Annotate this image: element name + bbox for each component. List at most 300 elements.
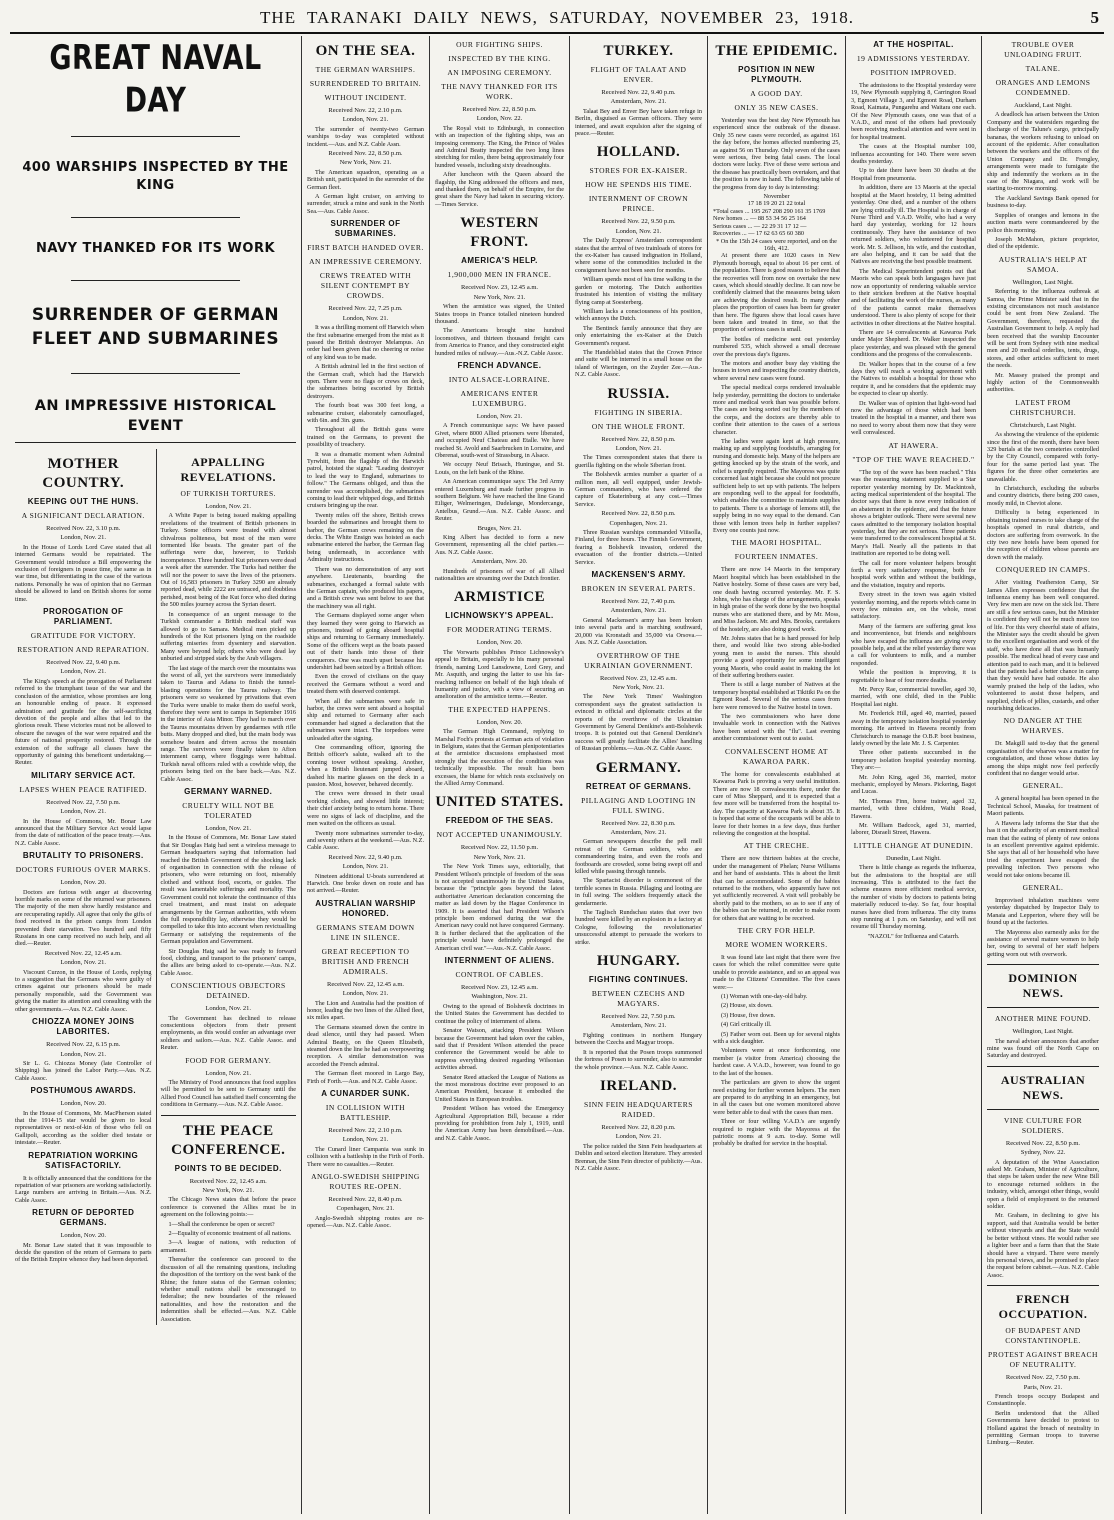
section-armistice: ARMISTICE	[453, 589, 546, 606]
article-text: The Bentinck family announce that they are only entertaining the ex-Kaiser at the Dutch Government's request.	[575, 324, 702, 347]
divider	[161, 1115, 297, 1116]
article-text: The home for convalescents established at Kawaroa Park is proving a very useful institution. There are now 18 convalescents there, under the care of Miss Sheppard, and it is expected that a few more will be transferred from the hospital to-day. The capacity at Kawaroa Park is about 35. It is hoped that some of the occupants will be able to leave for their homes in a few days, thus further relieving the congestion at the hospital.	[713, 770, 840, 837]
article-text: The motors and another busy day visiting the houses in town and inspecting the country districts, where several new cases were found.	[713, 360, 840, 382]
column-4	[570, 36, 708, 1514]
subhead: 1,900,000 MEN IN FRANCE.	[447, 270, 552, 280]
dateline: London, Nov. 21.	[205, 825, 252, 833]
article-text: The German fleet moored in Largo Bay, Firth of Forth.—Aus. and N.Z. Cable Assoc.	[307, 1070, 424, 1085]
dateline: Received Nov. 22, 9.40 p.m.	[46, 659, 121, 667]
subhead: WITHOUT INCIDENT.	[324, 93, 407, 102]
article-text: Joseph McMahon, picture proprietor, died of the epidemic.	[987, 235, 1099, 251]
dateline: Received Nov. 22, 8.30 p.m.	[601, 819, 676, 827]
subhead: INTERNMENT OF CROWN PRINCE.	[588, 194, 689, 214]
article-text: The Ministry of Food announces that food supplies will be permitted to be sent to Germany until the Allied Food Council has satisfied itself concerning the conditions in Germany.—Aus. N.Z. Cable Assoc.	[160, 1079, 296, 1109]
divider	[71, 280, 240, 281]
article-text: In consequence of an urgent message to the Turkish commander a British medical staff was allowed to go to Samara. Medical men picked up hundreds of the Kut prisoners lying on the roadside suffering miseries from dysentery and starvation. Many were beyond help; others who were dead lay unburied and stripped stark by the Arab villagers.	[160, 610, 296, 663]
dateline: Received Nov. 22, 8.50 p.m.	[462, 106, 537, 113]
dateline: Received Nov. 22, 7.50 p.m.	[46, 798, 121, 806]
subhead: BRUTALITY TO PRISONERS.	[22, 851, 144, 861]
dateline: London, Nov. 21.	[60, 1050, 107, 1058]
subhead: AMERICA'S HELP.	[461, 256, 538, 266]
column-1a	[15, 449, 156, 1325]
article-text: The bottles of medicine sent out yesterday numbered 535, which showed a small decrease over the previous day's figures.	[713, 335, 840, 358]
headline-navy-thanked: NAVY THANKED FOR ITS WORK	[35, 241, 276, 256]
section-hungary: HUNGARY.	[596, 953, 681, 970]
article-text: When all the submarines were safe in harbor, the crews were sent aboard a hospital ship and returned to Germany after each commander had signed a declaration that the submarines were intact. The torpedoes were unloaded after the signing.	[307, 697, 424, 742]
article-text: There was no demonstration of any sort anywhere. Lieutenants, boarding the submarines, exchanged a formal salute with the German captain, who produced his papers, and a British crew was sent below to see that the machinery was all right.	[307, 565, 424, 610]
article-text: The Mayoress also earnestly asks for the assistance of several mature women to help her, owing to several of her staff helpers getting worn out with overwork.	[987, 928, 1099, 958]
page-number: 5	[1090, 8, 1100, 27]
article-text: The Americans brought nine hundred locomotives, and thirteen thousand freight cars from America to France, and they constructed eight hundred miles of railway.—Aus.-N.Z. Cable Assoc.	[435, 327, 564, 357]
subhead: POSITION IN NEW PLYMOUTH.	[738, 65, 815, 84]
article-text: Mr. Graham, in declining to give his support, said that Australia would be better without vineyards and that the State would be better without vines. He would rather see a lighter beer and a farm than that the State should have a vinyard. There were merely his personal views, and he promised to place the request before cabinet.—Aus. N.Z. Cable Assoc.	[987, 1212, 1099, 1279]
subhead: VINE CULTURE FOR SOLDIERS.	[1003, 1115, 1083, 1135]
article-text: Dr. Walker hopes that in the course of a few days they will reach a working agreement with the Natives to establish a hospital for those who require it, and he considers that the epidemic may be expected to clear up shortly.	[851, 360, 976, 398]
subhead: FREEDOM OF THE SEAS.	[445, 816, 554, 826]
article-text: Yesterday was the best day New Plymouth has experienced since the outbreak of the disease. Only 35 new cases were recorded, as against 161 the day before, the homes affected numbering 25, as against 56 on Thursday. Only seven of the cases were serious, five being fatal cases. The local doctors were lucky. Five of these were serious and the disease has practically been overtaken, and that the position is now in hand. The following table of the progress from day to day is interesting:	[713, 117, 840, 191]
dateline: Received Nov. 22, 2.10 p.m.	[328, 1127, 403, 1135]
subhead: "TOP OF THE WAVE REACHED."	[852, 454, 975, 464]
section-western-front: WESTERN FRONT.	[460, 215, 539, 251]
dateline: New York, Nov. 21.	[339, 159, 392, 167]
dateline: London, Nov. 21.	[60, 959, 107, 967]
subhead: SINN FEIN HEADQUARTERS RAIDED.	[584, 1099, 693, 1119]
dateline: London, Nov. 21.	[342, 314, 389, 322]
dateline: New York, Nov. 21.	[612, 683, 665, 691]
subhead: POSTHUMOUS AWARDS.	[30, 1086, 137, 1096]
dateline: Received Nov. 22, 9.50 p.m.	[601, 218, 676, 226]
subhead: LATEST FROM CHRISTCHURCH.	[1009, 397, 1077, 417]
article-text: At present there are 1020 cases in New Plymouth borough, equal to about 16 per cent. of the population. There is good reason to believe that the recoveries will from now on overtake the new cases, which should steadily decline. It can now be confidently claimed that the measures being taken are achieving the desired result. In many other places the proportion of cases has been far greater than here. The figures show that local cases have been taken and treated in time, so that the proportion of serious cases is small.	[713, 252, 840, 334]
article-text: The admissions to the Hospital yesterday were 19, New Plymouth supplying 8, Carrington Road 3, Egmont Village 3, and Egmont Road, Durham Road, Kaimata, Pungarehu and Waitara one each. Of the New Plymouth cases, one was that of a V.A.D., and most of the others had previously been receiving medical attention and were sent in for hospital treatment.	[851, 82, 976, 141]
article-text: 3—A league of nations, with reduction of armament.	[160, 1239, 296, 1254]
article-text: Many of the farmers are suffering great loss and inconvenience, but friends and neighbours who have escaped the influenza are giving every possible help, and at the relief yesterday there was a call for volunteers to milk, and a number responded.	[851, 622, 976, 667]
subhead: OF BUDAPEST AND CONSTANTINOPLE.	[1005, 1326, 1081, 1346]
subhead: AN IMPRESSIVE CEREMONY.	[309, 257, 422, 267]
article-text: Every street in the town was again visited yesterday morning, and the reports which came in every few minutes are, on the whole, most satisfactory.	[851, 591, 976, 621]
subhead: FOOD FOR GERMANY.	[185, 1055, 272, 1065]
article-text: In the House of Lords Lord Cave stated that all interned Germans would be repatriated. The Government would introduce a Bill empowering the exclusion of foreigners in peace time, the same as in war time, but differentiating in the case of the various nations. Personally he was of opinion that no German should be allowed to land on British shores for some time.	[15, 543, 152, 603]
article-text: Talaat Bey and Enver Bey have taken refuge in Berlin, disguised as German officers. They were interned, and await expulsion after the signing of peace.—Reuter.	[575, 107, 702, 138]
article-text: The Bolshevik armies number a quarter of a million men, all well equipped, under Jewish-German commanders, who have ordered the capture of Ekaterinburg at any cost.—Times Service.	[575, 471, 702, 508]
section-french-occupation: FRENCH OCCUPATION.	[998, 1292, 1088, 1322]
masthead-title: THE TARANAKI DAILY NEWS, SATURDAY, NOVEMBER 23, 1918.	[260, 8, 854, 27]
table-row: 17 18 19 20 21 22 total	[747, 200, 806, 208]
subhead: TALANE.	[1025, 64, 1061, 73]
subhead: LICHNOWSKY'S APPEAL.	[445, 611, 554, 621]
dateline: Received Nov. 22, 11.50 p.m.	[460, 844, 539, 852]
subhead: FOURTEEN INMATES.	[734, 552, 819, 562]
subhead: HOW HE SPENDS HIS TIME.	[585, 180, 692, 190]
article-text: Improvised inhalation machines were yesterday dispatched by Inspector Daly to Manaia and Lepperton, where they will be found up at the factories.	[987, 896, 1099, 927]
article-text: The Auckland Savings Bank opened for business to-day.	[987, 194, 1099, 210]
dateline: London, Nov. 21.	[342, 990, 389, 998]
subhead: RESTORATION AND REPARATION.	[17, 645, 150, 655]
article-text: While the position is improving, it is regrettable to hear of four more deaths.	[851, 669, 976, 684]
article-text: The Chicago News states that before the peace conference is convened the Allies must be in agreement on the following points:—	[160, 1196, 296, 1219]
table-row: Serious cases ... — 22 29 31 17 12 —	[713, 222, 807, 230]
subhead: FIGHTING CONTINUES.	[588, 975, 689, 985]
article-text: Three Russian warships commanded Viiisolla, Finland, for three hours. The Finnish Government, fearing a Bolshevik invasion, ordered the evacuation of the frontier districts.—United Service.	[575, 529, 702, 566]
article-text: In the House of Commons, Mr. Bonar Law stated that Sir Douglas Haig had sent a wireless message to German headquarters saying that information had reached the British Government of the shocking lack of organisation in connection with the release of prisoners, who were returning on foot, miserably clothed and without food, escorts, or guides. The result was lamentable sufferings and mortality. The Government could not tolerate the continuance of this cruel treatment, and must insist on adequate arrangements by the German authorities, with whom the full responsibility lay, otherwise they would be compelled to take this into account when revictualling Germany or satisfying the requirements of the German population and Government.	[160, 834, 296, 946]
article-text: After luncheon with the Queen aboard the flagship, the King addressed the officers and men, and thanked them, on behalf of the Empire, for the great share the Navy had taken in securing victory.—Times Service.	[435, 171, 564, 208]
article-text: A deputation of the Wine Association asked Mr. Graham, Minister of Agriculture, that steps be taken under the new Wine Bill to encourage returned soldiers in the industry, which, amongst other things, would open a field of employment to the returned soldier.	[987, 1158, 1099, 1211]
article-text: William spends most of his time walking in the garden or motoring. The Dutch authorities frustrated his intention of visiting the military flying camp at Soesterberg.	[575, 276, 702, 306]
column-1	[10, 36, 302, 1514]
article-text: The cases at the Hospital number 100, influenza accounting for 140. There were seven deaths yesterday.	[851, 143, 976, 166]
subhead: AMERICANS ENTER LUXEMBURG.	[460, 388, 539, 408]
section-turkey: TURKEY.	[603, 43, 674, 59]
article-text: In Christchurch, excluding the suburbs and country districts, there being 200 cases, mostly mild, in Cheviot alone.	[987, 485, 1099, 507]
article-text: It was a dramatic moment when Admiral Tyrwhitt, from the flagship of the Harwich patrol, hoisted the signal: "Leading destroyer to lead the way to England, submarines to follow." The Germans obliged, and thus the surrender was accomplished, the submarines coming to lead their whipped dogs, and British cruisers bringing up the rear.	[307, 450, 424, 510]
article-text: The Medical Superintendent points out that Maoris who can speak both languages have just now an opportunity of rendering valuable service to their stricken brethren at the Native hospital and of facilitating the work of the nurses, as many of the patients cannot make themselves understood. There is also plenty of scope for their activities in other directions at the Native hospital.	[851, 267, 976, 327]
subhead: POSITION IMPROVED.	[870, 68, 957, 77]
subhead: THE EXPECTED HAPPENS.	[448, 704, 551, 714]
article-text: The two commissioners who have done invaluable work in connection with the Natives have been seized with the "flu". Last evening another commissioner went out to assist.	[713, 713, 840, 743]
article-text: Volunteers were at once forthcoming, one member (a visitor from America) choosing the hardest case. A V.A.D., however, was found to go to the last of the houses.	[713, 1047, 840, 1077]
dateline: London, Nov. 21.	[205, 503, 252, 510]
column-7	[982, 36, 1104, 1514]
dateline: London, Nov. 21.	[205, 1005, 252, 1013]
subhead: PROTEST AGAINST BREACH OF NEUTRALITY.	[988, 1350, 1098, 1370]
article-text: The Germans displayed some anger when they learned they were going to Harwich as prisoners, instead of going aboard hospital ships and returning to Germany immediately. Some of the officers wept as the boats passed out of their hands into those of their conquerors. One was much upset because his undershirt had been seized by a British officer.	[307, 612, 424, 671]
article-text: (2) House, six down.	[721, 1002, 773, 1010]
dateline: New York, Nov. 21.	[473, 293, 526, 301]
dateline: Amsterdam, Nov. 21.	[610, 1022, 667, 1030]
dateline: Received Nov. 22, 8.20 p.m.	[601, 1123, 676, 1131]
dateline: Received Nov. 23, 12.45 a.m.	[460, 284, 539, 292]
article-text: The fourth boat was 300 feet long, a submarine cruiser, elaborately camouflaged, with 6in. and 3in. guns.	[307, 402, 424, 424]
dateline: London, Nov. 20.	[476, 718, 523, 726]
article-text: Referring to the influenza outbreak at Samoa, the Prime Minister said that in the existing circumstances not much assistance could be sent from New Zealand. The Government, therefore, requested the Australian Government to help. A reply had been received that the warship Encounter will be sent from Sydney with nine medical men and 20 medical orderlies, tents, drugs, stores, and other articles sufficient to meet the needs.	[987, 288, 1099, 370]
article-text: A French communique says: We have passed Givet, where 8000 Allied prisoners were liberated, and occupied Neuf Chateau and Etalle. We have reached St. Avold and Saarbrucken in Lorraine, and Oberenai, south-west of Strassburg, in Alsace.	[435, 422, 564, 459]
headline-surrender: SURRENDER OF GERMAN FLEET AND SUBMARINES	[31, 305, 280, 349]
subhead: SURRENDERED TO BRITAIN.	[309, 79, 422, 88]
section-appalling: APPALLING REVELATIONS.	[180, 455, 276, 484]
subhead: THE NAVY THANKED FOR ITS WORK.	[441, 82, 558, 101]
dateline: Washington, Nov. 21.	[471, 993, 528, 1001]
subhead: AT HAWERA.	[888, 440, 939, 450]
article-text: Nineteen additional U-boats surrendered at Harwich. One broke down on route and has not arrived.—Reuter.	[307, 872, 424, 895]
section-at-hospital: AT THE HOSPITAL.	[873, 40, 954, 49]
column-6	[846, 36, 982, 1514]
dateline: Received Nov. 22, 8.40 p.m.	[328, 1196, 403, 1204]
dateline: Received Nov. 22, 12.45 a.m.	[189, 1177, 267, 1185]
dateline: London, Nov. 21.	[476, 412, 523, 420]
headline-warships: 400 WARSHIPS INSPECTED BY THE KING	[22, 160, 289, 193]
article-text: Thereafter the conference can proceed to the discussion of all the remaining questions, including the disposition of the territory on the west bank of the Rhine; the future status of the German colonies; whether small nations shall be encouraged to federalise; the new boundaries of the released nationalities, and how the restoration and the indemnities shall be effected.—Aus. N.Z. Cable Association.	[160, 1256, 296, 1323]
article-text: Mr. William Badcock, aged 31, married, laborer, Disraeli Street, Hawera.	[851, 821, 976, 837]
article-text: There are 14 convalescents at Kawaroa Park under Major Shepherd. Dr. Walker inspected the place yesterday, and was pleased with the general conditions and the progress of the convalescents.	[851, 329, 976, 359]
dateline: London, Nov. 21.	[615, 227, 662, 235]
article-text: Twenty miles off the shore, British crews boarded the submarines and brought them to harbor, the German crews remaining on the decks. The White Ensign was hoisted as each submarine entered the harbor, the German flag being underneath, in accordance with Admiralty instructions.	[307, 511, 424, 564]
section-mother-country: MOTHER COUNTRY.	[42, 456, 125, 491]
divider	[987, 1066, 1099, 1067]
subhead: GENERAL.	[1022, 781, 1064, 791]
subhead: A SIGNIFICANT DECLARATION.	[21, 511, 145, 520]
dateline: Received Nov. 22, 6.15 p.m.	[46, 1041, 121, 1049]
article-text: Anglo-Swedish shipping routes are re-opened.—Aus. N.Z. Cable Assoc.	[307, 1214, 424, 1230]
article-text: The ladies were again kept at high pressure, making up and supplying foodstuffs, arranging for nursing and domestic help. Many of the helpers are getting knocked up by the strain of the work, and relief is urgently required. The Mayoress was quite concerned last night because she could not procure sufficient help to set up with patients. The helpers are responding well to the appeal for foodstuffs, which enables the committee to maintain supplies to patients. There is a shortage of lemons still, the supply being in no way equal to the demand. Can those with lemon trees help in further supplies? Every one counts just now.	[713, 438, 840, 534]
article-text: The police raided the Sinn Fein headquarters at Dublin and seized election literature. They arrested Brennan, the Sinn Fein director of publicity.—Aus. N.Z. Cable Assoc.	[575, 1142, 702, 1172]
article-text: Mr. John King, aged 36, married, motor mechanic, employed by Messrs. Pickering, Bagot and Lucas.	[851, 773, 976, 796]
subhead: THE MAORI HOSPITAL.	[731, 538, 822, 548]
dateline: Received Nov. 22, 12.45 a.m.	[326, 980, 405, 988]
subhead: A GOOD DAY.	[750, 89, 803, 98]
article-text: In the House of Commons, Mr. Bonar Law announced that the Military Service Act would lapse from the date of ratification of the peace treaty.—Aus. N.Z. Cable Assoc.	[15, 817, 152, 847]
dateline: Sydney, Nov. 22.	[1020, 1149, 1066, 1157]
article-text: The crews were dressed in their usual working clothes, and showed little interest; their chief anxiety being to return home. There were no signs of lack of discipline, and the men waited on the officers as usual.	[307, 790, 424, 828]
subhead: MACKENSEN'S ARMY.	[591, 570, 686, 580]
divider	[71, 373, 240, 374]
subhead: BROKEN IN SEVERAL PARTS.	[581, 584, 696, 594]
article-text: (5) Father worn out. Been up for several nights with a sick daughter.	[713, 1030, 840, 1046]
masthead	[10, 6, 1104, 34]
subhead: OVERTHROW OF THE UKRAINIAN GOVERNMENT.	[584, 650, 693, 670]
article-text: General Mackensen's army has been broken into several parts and is marching southward, 20,000 via Kronstadt and 35,000 via Orsova.—Aus. N.Z. Cable Association.	[575, 616, 702, 647]
subhead: STORES FOR EX-KAISER.	[589, 166, 688, 176]
subhead: INSPECTED BY THE KING.	[448, 54, 551, 63]
subhead: MILITARY SERVICE ACT.	[31, 770, 136, 780]
divider	[15, 442, 296, 443]
article-text: A deadlock has arisen between the Union Company and the watersiders regarding the discharge of the Talune's cargo, principally bananas, the workers refusing to unload on account of the epidemic. After consultation between the workers and the officers of the Union Company and Dr. Frengley, arrangements were made to fumigate the ship and indemnify the workers as in the case of the Niagara, and work will be starting to-morrow morning.	[987, 111, 1099, 193]
article-text: In the House of Commons, Mr. MacPherson stated that the 1914-15 star would be given to local representatives or next-of-kin of those who fell on Gallipoli, according as the soldier died testate or intestate.—Reuter.	[15, 1109, 152, 1147]
subhead: CONVALESCENT HOME AT KAWAROA PARK.	[724, 746, 829, 766]
dateline: Copenhagen, Nov. 21.	[609, 519, 668, 527]
article-text: Senator Watson, attacking President Wilson because the Government had taken over the cables, said that if President Wilson attended the peace conference the Government would be able to suppress everything desired regarding Wilsonian activities abroad.	[435, 1027, 564, 1072]
section-epidemic: THE EPIDEMIC.	[715, 43, 838, 59]
dateline: Amsterdam, Nov. 21.	[610, 607, 667, 615]
dateline: London, Nov. 20.	[60, 1100, 107, 1108]
dateline: London, Nov. 21.	[60, 808, 107, 816]
advert-nazol: "NAZOL" for Influenza and Catarrh.	[867, 932, 960, 940]
subhead: POINTS TO BE DECIDED.	[174, 1163, 282, 1173]
article-text: The special medical corps rendered invaluable help yesterday, permitting the doctors to undertake more and medical work than was possible before. The cases are being sorted out by the members of the corps, and the doctors are thereby able to confine their attention to the cases of a serious character.	[713, 384, 840, 436]
article-text: Throughout all the British guns were trained on the Germans, to prevent the possibility of treachery.	[307, 426, 424, 449]
article-text: Berlin understood that the Allied Governments have decided to protest to Holland against the breach of neutrality in permitting German troops to traverse Limburg.—Reuter.	[987, 1409, 1099, 1447]
article-text: Owing to the spread of Bolshevik doctrines in the United States the Government has decided to continue the policy of internment of aliens.	[435, 1002, 564, 1025]
article-text: The last stage of the march over the mountains was the worst of all, yet the survivors were immediately taken to Taurus and Adana to finish the tunnel-blasting operations for the Taurus railway. The prisoners were so weakened by privations that even the Turks were unable to make them do useful work, therefore they were sent to camps in September 1916 in the interior of Asia Minor. They had to march over the Taurus mountains driven by gendarmes with rifle butts. Many dropped and died, but the main body was somehow beaten and driven across the mountain range. The survivors were finally taken to Afion internment camp, where floggings were habitual. Turkish naval officers ruled with a cowhide whip, the prisoners being tied on the bare back.—Aus. N.Z. Cable Assoc.	[160, 664, 296, 783]
subhead: NO DANGER AT THE WHARVES.	[1003, 716, 1083, 736]
dateline: Received Nov. 22, 7.40 p.m.	[601, 598, 676, 606]
section-holland: HOLLAND.	[596, 144, 681, 161]
article-text: The King's speech at the prorogation of Parliament referred to the triumphant issue of the war and the conclusion of the armistice, whose promises are long an honourable ending of peace. It expressed admiration and gratitude for the self-sacrificing devotion of the people and allies that led to the glorious result. These victories must not be allowed to obscure the ravages of the war were repaired and the future of national prosperity restored. Through the extension of the suffrage all classes have the opportunity of gaining this beneficent undertaking.—Reuter.	[15, 677, 152, 767]
dateline: Dunedin, Last Night.	[886, 854, 941, 862]
article-text: There is still a large number of Natives at the temporary hospital established at Tikitiki Pa on the Egmont Road. Several of the serious cases from here were removed to the Native hostel in town.	[713, 681, 840, 711]
subhead: CRUELTY WILL NOT BE TOLERATED	[182, 801, 275, 821]
column-2	[302, 36, 430, 1514]
dateline: London, Nov. 21.	[342, 116, 389, 124]
subhead: INTERNMENT OF ALIENS.	[444, 956, 555, 966]
article-text: Supplies of oranges and lemons in the auction marts were commandeered by the police this morning.	[987, 211, 1099, 234]
subhead: LAPSES WHEN PEACE RATIFIED.	[19, 784, 148, 794]
section-russia: RUSSIA.	[607, 385, 670, 402]
article-text: (4) Girl critically ill.	[721, 1021, 772, 1029]
article-text: Hundreds of prisoners of war of all Allied nationalities are streaming over the Dutch frontier.	[435, 567, 564, 583]
divider	[987, 1285, 1099, 1286]
dateline: New York, Nov. 21.	[473, 853, 526, 861]
article-text: We occupy Neuf Brisach, Huningue, and St. Louis, on the left bank of the Rhine.	[435, 461, 564, 476]
section-australian-news: AUSTRALIAN NEWS.	[1000, 1072, 1086, 1102]
dateline: New York, Nov. 21.	[202, 1187, 255, 1195]
article-text: Up to date there have been 30 deaths at the Hospital from pneumonia.	[851, 167, 976, 182]
headline-impressive: AN IMPRESSIVE HISTORICAL EVENT	[34, 398, 277, 434]
subhead: THE CRY FOR HELP.	[737, 926, 816, 935]
article-text: There are now thirteen babies at the creche, under the management of Phelan; Nurse Williams and her band of assistants. This is about the limit that can be accommodated. Some of the babies returned to the mothers, who apparently have not yet sufficiently recovered. A visit will probably be shortly paid to the mothers, so as to see if any of the babies can be returned, in order to make room for others that are waiting to be received.	[713, 855, 840, 922]
article-text: There are now 14 Maoris in the temporary Maori hospital which has been established in the Native hostelry. Some of these cases are very bad, one death having occurred yesterday. Mr. F. S. Johns, who has charge of the arrangements, speaks in high praise of the work done by the two hospital nurses who are stationed there, and by Mr. Moss, and Miss Jackson. Mr. and Mrs. Brooks, caretakers of the hostelry, are also doing good work.	[713, 566, 840, 633]
dateline: Received Nov. 22, 8.50 p.m.	[328, 150, 403, 158]
article-text: One commanding officer, ignoring the British officer's salute, walked aft to the conning tower without speaking. Another, when a British lieutenant jumped aboard, dashed his marine glasses on the deck in a passion. Most, however, behaved decently.	[307, 744, 424, 789]
article-text: Mr. Frederick Hill, aged 40, married, passed away in the temporary isolation hospital yesterday morning. He arrived in Hawera recently from Christchurch to manage the O.B.P. boot business, lately owned by the late Mr. J. S. Carpenter.	[851, 710, 976, 747]
article-text: Sir Douglas Haig said he was ready to forward food, clothing, and transport to the prisoners' camps, the allies are being asked to co-operate.—Aus. N.Z. Cable Assoc.	[160, 947, 296, 977]
article-text: A German light cruiser, on arriving to surrender, struck a mine and sunk in the North Sea.—Aus. Cable Assoc.	[307, 193, 424, 215]
article-text: It is officially announced that the conditions for the repatriation of war prisoners are working satisfactorily. Large numbers are arriving in Britain.—Aus. N.Z. Cable Assoc.	[15, 1174, 152, 1204]
subhead: 19 ADMISSIONS YESTERDAY.	[856, 54, 971, 63]
article-text: (1) Woman with one-day-old baby.	[721, 993, 808, 1001]
article-text: The Times correspondent states that there is guerilla fighting on the whole Siberian front.	[575, 454, 702, 469]
article-text: It was a thrilling moment off Harwich when the first submarine emerged from the mist as it passed the British destroyer Melampus. An order had been given that no cheering or noise of any kind was to be made.	[307, 324, 425, 361]
article-text: Mr. Bonar Law stated that it was impossible to decide the question of the return of Germans to parts of the British Empire whence they had been deported.	[15, 1241, 152, 1264]
subhead: GENERAL.	[1022, 882, 1064, 892]
article-text: German newspapers describe the pell mell retreat of the German soldiers, who are commandeering trains, and even the roofs and footboards are crowded, some being swept off and killed while passing through tunnels.	[575, 838, 702, 875]
article-text: The Taglisch Rundschau states that over two hundred were killed by an explosion in a factory at Cologne, following the revolutionaries' unsuccessful attempt to persuade the workers to strike.	[575, 909, 702, 946]
article-text: Sir L. G. Chiozza Money (late Controller of Shipping) has joined the Labor Party.—Aus. N.Z. Cable Assoc.	[15, 1059, 152, 1082]
subhead: INTO ALSACE-LORRAINE.	[448, 374, 551, 384]
article-text: When the armistice was signed, the United States troops in France totalled nineteen hundred thousand.	[435, 303, 564, 325]
dateline: Christchurch, Last Night.	[1009, 421, 1077, 429]
dateline: Bruges, Nov. 21.	[477, 524, 522, 532]
subhead: ANOTHER MINE FOUND.	[995, 1014, 1091, 1024]
article-text: The New York Times says, editorially, that President Wilson's principle of freedom of the seas is not accepted unanimously in the United States, because the "principle goes beyond the latest authoritative American declaration concerning the matter as laid down by the Hague Conference in 1909. It is asserted that had President Wilson's principle been endorsed during the war the American navy could not have conquered Germany. It is further declared that the application of the principle would have definitely prolonged the American civil war."—Aus.-N.Z. Cable Assoc.	[435, 863, 564, 952]
article-text: French troops occupy Budapest and Constantinople.	[987, 1392, 1099, 1408]
subhead: BETWEEN CZECHS AND MAGYARS.	[591, 989, 686, 1009]
subhead: CONSCIENTIOUS OBJECTORS DETAINED.	[170, 981, 286, 1001]
section-dominion-news: DOMINION NEWS.	[1008, 971, 1078, 1001]
subhead: DOCTORS FURIOUS OVER MARKS.	[15, 865, 151, 875]
dateline: Received Nov. 22, 7.50 p.m.	[601, 1013, 676, 1021]
article-text: It was found late last night that there were five cases for which the relief committee were quite unable to provide assistance, and so an appeal was made to the Citizens' Committee. The five cases were:—	[713, 954, 840, 991]
article-text: 2—Equality of economic treatment of all nations.	[168, 1230, 292, 1238]
dateline: Amsterdam, Nov. 20.	[471, 558, 528, 566]
subhead: GREAT RECEPTION TO BRITISH AND FRENCH ADMIRALS.	[321, 946, 410, 976]
article-text: The Government has declined to release conscientious objectors from their present employments, as this would confer an advantage over soldiers and sailors.—Aus. N.Z. Cable Assoc. and Reuter.	[160, 1014, 296, 1052]
article-text: "The top of the wave has been reached." This was the reassuring statement supplied to a Star reporter yesterday morning by Dr. Mackintosh, acting medical superintendent of the hospital. The doctor says that there is now every indication of an abatement in the epidemic, and that the future shows a brighter outlook. There were several new cases admitted to the temporary isolation hospital yesterday, but they are not serious. Three patients were transferred to the convalescent hospital at St. Mary's Hall. Nearly all the patients in that institution are reported to be doing well.	[851, 468, 976, 558]
subhead: CREWS TREATED WITH SILENT CONTEMPT BY CROWDS.	[319, 271, 412, 301]
article-text: The Lion and Australia had the position of honor, leading the two lines of the Allied fleet, six miles apart.	[307, 999, 424, 1022]
section-on-the-sea: ON THE SEA.	[315, 43, 416, 59]
dateline: Auckland, Last Night.	[1014, 102, 1072, 109]
subhead: MORE WOMEN WORKERS.	[725, 940, 828, 949]
article-text: Even the crowd of civilians on the quay received the Germans without a word and treated them with deserved contempt.	[307, 673, 424, 696]
article-text: Three other patients succumbed in the temporary isolation hospital yesterday morning. They are:—	[851, 749, 976, 772]
article-text: A general hospital has been opened in the Technical School, Masaka, for treatment of Maori patients.	[987, 795, 1099, 818]
subhead: PILLAGING AND LOOTING IN FULL SWING.	[581, 795, 696, 815]
dateline: Received Nov. 22, 8.50 p.m.	[1005, 1139, 1081, 1147]
article-text: A White Paper is being issued making appalling revelations of the treatment of British prisoners in Turkey. Some officers were treated with almost chivalrous politeness, but most of the men were tormented like beasts. The greater part of the sufferings were due, however, to Turkish incompetence. Three hundred Kut prisoners were dead a week after the surrender. The Turks had neither the will nor the power to save the lives of the prisoners. Out of 16,583 prisoners in Turkey 3290 are already reported dead, while 2222 are untraced, and doubtless perished, most being of the Kut force who died during the 500 miles journey across the Syrian desert.	[160, 512, 296, 609]
subhead: FIGHTING IN SIBERIA.	[594, 407, 683, 417]
dateline: Received Nov. 23, 12.45 a.m.	[460, 984, 539, 992]
article-text: The Daily Express' Amsterdam correspondent states that the arrival of two trainloads of stores for the ex-Kaiser has caused indignation in Holland, where some of the commodities included in the consignment have not been seen for months.	[575, 237, 702, 274]
dateline: Received Nov. 22, 9.40 p.m.	[328, 853, 403, 861]
subhead: AUSTRALIA'S HELP AT SAMOA.	[998, 254, 1088, 274]
dateline: Copenhagen, Nov. 21.	[336, 1205, 395, 1213]
dateline: Received Nov. 22, 8.50 p.m.	[601, 510, 676, 518]
subhead: TROUBLE OVER UNLOADING FRUIT.	[1004, 40, 1082, 59]
subhead: CONQUERED IN CAMPS.	[995, 565, 1091, 575]
subhead: SURRENDER OF SUBMARINES.	[330, 219, 401, 239]
article-text: Doctors are furious with anger at discovering horrible marks on some of the returned war prisoners. The majority of the men show hardly resistance and are recuperating rapidly. All agree that only the gifts of food received in the prison camps from London prevented their starvation. Two hundred and fifty Russians in one camp received no such help, and all died.—Reuter.	[15, 888, 152, 948]
subhead: FLIGHT OF TALAAT AND ENVER.	[590, 65, 687, 84]
subhead: IN COLLISION WITH BATTLESHIP.	[325, 1103, 406, 1123]
table-row: New homes ... — 88 53 34 56 25 164	[713, 215, 806, 223]
section-germany: GERMANY.	[595, 759, 682, 776]
dateline: Received Nov. 22, 12.45 a.m.	[44, 949, 122, 957]
dateline: London, Nov. 20.	[476, 639, 523, 647]
article-text: The New York Times' Washington correspondent says the greatest satisfaction is evinced in official and diplomatic circles at the reports of the overthrow of the Ukrainian Government by General Denikine's anti-Bolshevik troops. It is pointed out that General Denikine's success will greatly facilitate the Allies' handling of Russian problems.—Aus.-N.Z. Cable Assoc.	[575, 693, 702, 753]
article-text: The particulars are given to show the urgent need existing for further women helpers. The men are prepared to do anything in an emergency, but in all the cases but one women monitored above were better able to deal with the cases than men.	[713, 1079, 840, 1116]
dateline: Received Nov. 22, 7.25 p.m.	[328, 305, 403, 313]
article-text: The American squadron, operating as a British unit, participated in the surrender of the German fleet.	[307, 168, 424, 191]
dateline: Amsterdam, Nov. 21.	[610, 98, 667, 106]
dateline: London, Nov. 21.	[60, 668, 107, 676]
article-text: There is little change as regards the influenza, but the admissions to the hospital are still increasing. This is attributed to the fact the scheme ensures more efficient medical service, the number of visits by doctors to patients being materially reduced to-day. So far, four hospital nurses have died from influenza. The city trams stop running at 1 p.m. on Saturday, and will not resume till Thursday morning.	[851, 864, 976, 931]
dateline: London, Nov. 21.	[205, 1069, 252, 1077]
dateline: London, Nov. 20.	[60, 1232, 107, 1240]
column-3	[430, 36, 570, 1514]
article-text: King Albert has decided to form a new Government, representing all the chief parties.—Aus. N.Z. Cable Assoc.	[435, 534, 564, 556]
subhead: PROROGATION OF PARLIAMENT.	[43, 607, 124, 627]
article-text: A Hawera lady informs the Star that she has it on the authority of an eminent medical man that the eating of plenty of raw onions is an excellent preventive against epidemic. She says that all of her household who have tried the experiment have escaped the prevailing infection. Two persons who would not take onions became ill.	[987, 819, 1099, 879]
dateline: Wellington, Last Night.	[1012, 278, 1074, 286]
article-text: As showing the virulence of the epidemic since the first of the month, there have been 329 burials at the two cemeteries controlled by the City Council, compared with forty-four for the same period last year. The figures for the three other cemeteries are unavailable.	[987, 431, 1099, 483]
article-text: Mr. Massey praised the prompt and highly action of the Commonwealth authorities.	[987, 371, 1099, 394]
dateline: London, Nov. 21.	[615, 1133, 662, 1141]
dateline: London, Nov. 21.	[342, 1136, 389, 1144]
divider	[987, 1007, 1099, 1008]
article-text: Fighting continues in northern Hungary between the Czechs and Magyar troops.	[575, 1031, 702, 1047]
subhead: ON THE WHOLE FRONT.	[591, 421, 686, 431]
article-text: Difficulty is being experienced in obtaining trained nurses to take charge of the hospitals opened in rural districts, and doctors are suffering from overwork. In the city two new hotels have been opened for the reception of children whose parents are down with the malady.	[987, 509, 1099, 561]
article-text: The Spartacist disorder is commonest of the terrible scenes in Russia. Pillaging and looting are in full swing. The soldiers frequently attack the gendarmerie.	[575, 877, 702, 907]
article-text: Mr. Johns states that he is hard pressed for help there, and would like two strong able-bodied young men to assist the nurses. This should provide a good opportunity for some intelligent young Maoris, who could assist in making the lot of their suffering brothers easier.	[713, 635, 840, 680]
subhead: AN IMPOSING CEREMONY.	[447, 68, 552, 77]
subhead: CONTROL OF CABLES.	[455, 970, 544, 980]
subhead: NOT ACCEPTED UNANIMOUSLY.	[436, 830, 563, 840]
dateline: Received Nov. 22, 9.40 p.m.	[601, 89, 676, 96]
dateline: London, Nov. 21.	[60, 534, 107, 542]
article-text: Dr. Walker was of opinion that light-wood had now the advantage of those which had been treated in the hospital in a manner, and there was no need to worry about them now that they were well convalesced.	[851, 399, 976, 437]
article-text: It is reported that the Posen troops summoned the fortress of Posen to surrender, also to surrender the whole province.—Aus. N.Z. Cable Assoc.	[575, 1048, 702, 1071]
divider	[987, 964, 1099, 965]
divider	[987, 1109, 1099, 1110]
article-text: President Wilson has vetoed the Emergency Agricultural Appropriation Bill, because a rider providing for prohibition from July 1, 1919, until the American Army has been demobilised.—Aus. and N.Z. Cable Assoc.	[435, 1105, 564, 1142]
table-note: * On the 15th 24 cases were reported, and on the 16th, 412.	[716, 237, 837, 252]
dateline: Received Nov. 22, 7.50 p.m.	[1005, 1374, 1081, 1382]
subhead: ORANGES AND LEMONS CONDEMNED.	[995, 78, 1091, 97]
dateline: London, Nov. 21.	[342, 863, 389, 871]
dateline: Received Nov. 22, 2.10 p.m.	[328, 107, 403, 114]
dateline: Received Nov. 23, 12.45 a.m.	[599, 674, 678, 682]
subhead: AUSTRALIAN WARSHIP HONORED.	[315, 898, 416, 918]
dateline: Received Nov. 22, 8.50 p.m.	[601, 435, 676, 443]
section-united-states: UNITED STATES.	[435, 794, 564, 811]
article-text: The Royal visit to Edinburgh, in connection with an inspection of the fighting ships, was an imposing ceremony. The King, the Prince of Wales and Admiral Beatty inspected the two long lines stretching for miles, there being approximately four hundred vessels, including sixty dreadnoughts.	[435, 124, 564, 169]
article-text: The Germans steamed down the centre in dead silence, until they had passed. When Admiral Beatty, on the Queen Elizabeth, steamed down the line he had an overpowering reception. A similar demonstration was accorded the French admiral.	[307, 1023, 424, 1068]
subhead: ANGLO-SWEDISH SHIPPING ROUTES RE-OPEN.	[311, 1172, 420, 1192]
article-text: The surrender of twenty-two German warships to-day was completed without incident.—Aus. and N.Z. Cable Assn.	[307, 125, 424, 148]
dateline: London, Nov. 21.	[615, 444, 662, 452]
article-text: 1—Shall the conference be open or secret?	[168, 1220, 275, 1228]
